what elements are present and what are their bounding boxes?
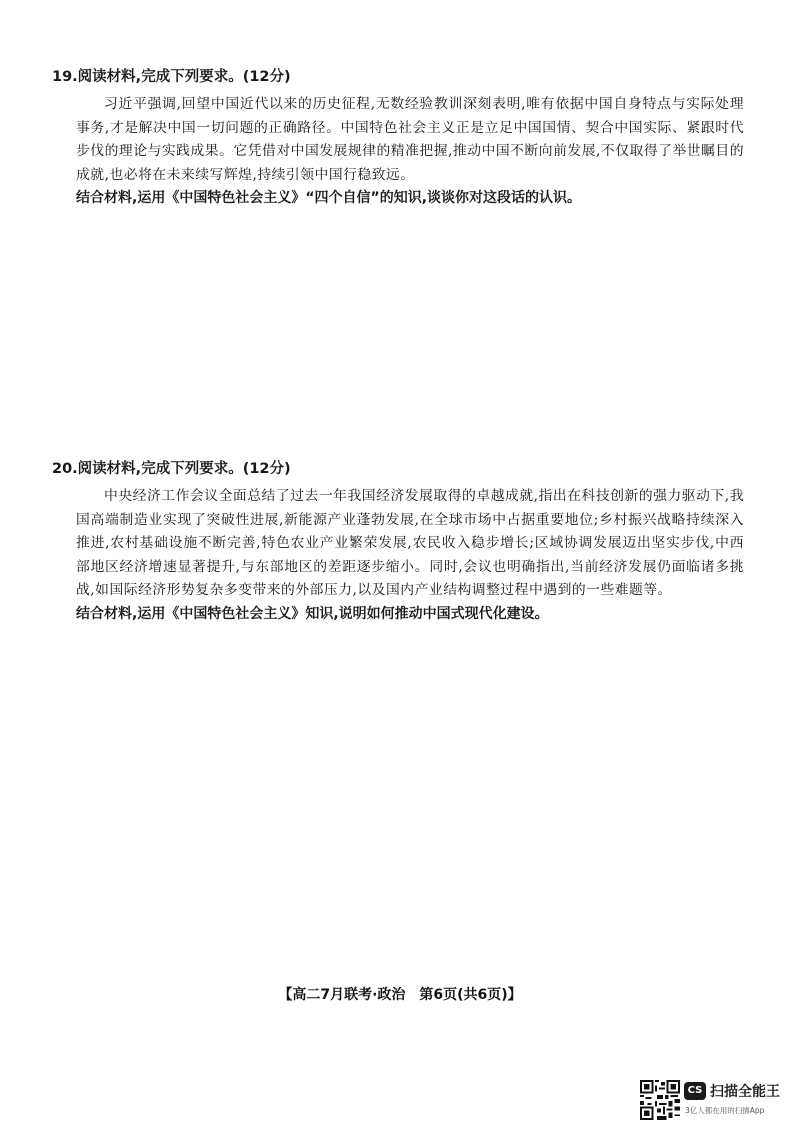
question-20-task: 结合材料,运用《中国特色社会主义》知识,说明如何推动中国式现代化建设。 [76, 605, 549, 622]
question-20-material: 中央经济工作会议全面总结了过去一年我国经济发展取得的卓越成就,指出在科技创新的强力驱动下,我国高端制造业实现了突破性进展,新能源产业蓬勃发展,在全球市场中占据重要地位;乡村振兴战略持续深入推进,农村基础设施不断完善,特色农业产业繁荣发展,农民收入稳步增长;区域协调发展迈出坚实步伐,中西部地区经济增速显著提升,与东部地区的差距逐步缩小。同时,会议也明确指出,当前经济发展仍面临诸多挑战,如国际经济形势复杂多变带来的外部压力,以及国内产业结构调整过程中遇到的一些难题等。 [76, 488, 744, 598]
question-19-material: 习近平强调,回望中国近代以来的历史征程,无数经验教训深刻表明,唯有依据中国自身特点与实际处理事务,才是解决中国一切问题的正确路径。中国特色社会主义正是立足中国国情、契合中国实际、紧跟时代步伐的理论与实践成果。它凭借对中国发展规律的精准把握,推动中国不断向前发展,不仅取得了举世瞩目的成就,也必将在未来续写辉煌,持续引领中国行稳致远。 [76, 96, 744, 183]
qr-code-icon [640, 1080, 680, 1120]
camscanner-tagline: 3亿人都在用的扫描App [685, 1106, 765, 1115]
question-20-heading: 20.阅读材料,完成下列要求。(12分) [52, 461, 291, 477]
camscanner-logo-icon: CS [684, 1082, 706, 1100]
question-19 [52, 67, 744, 209]
question-20 [52, 459, 744, 625]
question-19-task: 结合材料,运用《中国特色社会主义》“四个自信”的知识,谈谈你对这段话的认识。 [76, 190, 582, 206]
camscanner-name: 扫描全能王 [710, 1084, 780, 1100]
scanner-watermark [640, 1080, 790, 1122]
question-19-heading: 19.阅读材料,完成下列要求。(12分) [52, 69, 291, 85]
page-footer: 【高二7月联考·政治 第6页(共6页)】 [278, 987, 522, 1003]
